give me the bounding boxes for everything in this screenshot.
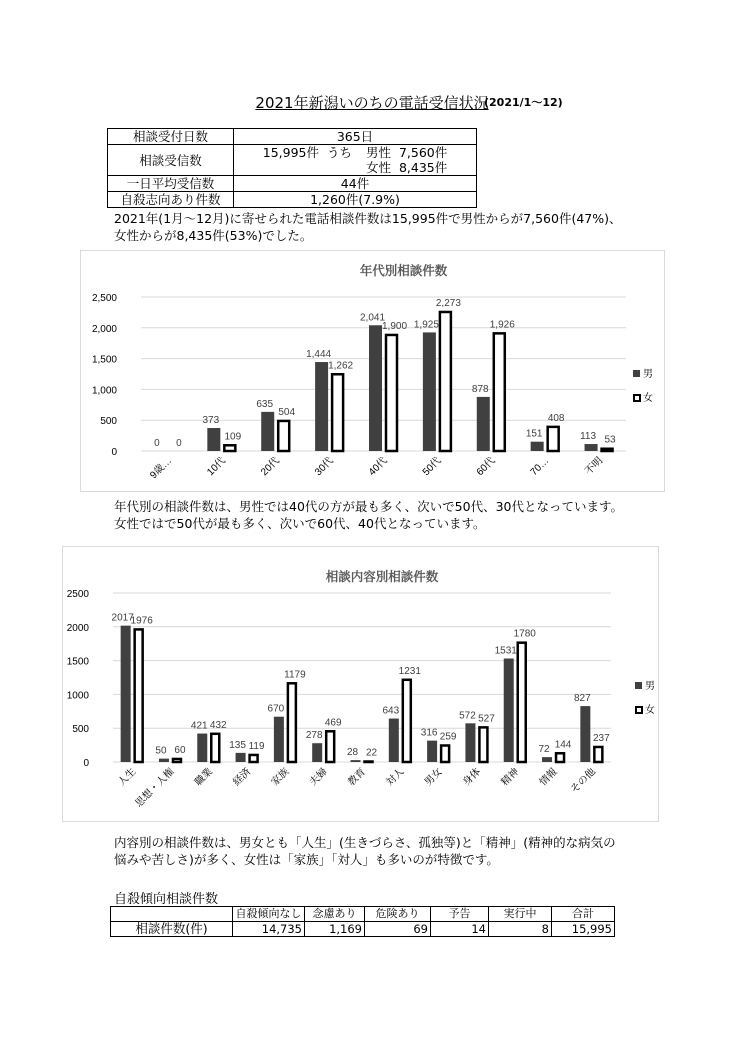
x-tick-label: 職業	[192, 766, 215, 789]
paragraph-age	[114, 498, 674, 532]
y-tick-label: 1,000	[91, 385, 117, 397]
page-title	[0, 92, 740, 113]
y-tick-label: 0	[111, 447, 117, 458]
data-label: 278	[305, 730, 323, 742]
bar-female	[211, 734, 219, 762]
data-label: 0	[154, 438, 160, 449]
data-label: 572	[459, 710, 476, 722]
summary-row-daily-avg	[108, 176, 477, 192]
legend-label: 男	[643, 369, 653, 380]
paragraph-line: 2021年(1月～12月)に寄せられた電話相談件数は15,995件で男性からが7,560件(47%)、	[114, 211, 622, 226]
bar-male	[477, 397, 490, 451]
summary-label: 一日平均受信数	[108, 176, 234, 192]
bar-female	[594, 747, 602, 762]
data-label: 113	[580, 431, 597, 443]
female-value: 8,435件	[398, 160, 448, 175]
bar-male	[274, 717, 284, 762]
bar-female	[548, 427, 559, 451]
data-label: 237	[593, 732, 610, 744]
data-label: 1,262	[328, 360, 354, 372]
data-label: 22	[365, 747, 378, 759]
x-tick-label: 9歳…	[148, 455, 175, 482]
suicide-header: 実行中	[489, 907, 552, 922]
bar-male	[531, 442, 544, 451]
legend-swatch-male	[633, 370, 640, 377]
y-tick-label: 500	[72, 724, 89, 736]
paragraph-content	[114, 834, 674, 868]
suicide-header: 危険あり	[365, 907, 431, 922]
x-tick-label: 50代	[420, 455, 444, 479]
bar-female	[288, 683, 296, 762]
x-tick-label: 20代	[259, 455, 282, 479]
age-chart-svg	[81, 251, 666, 493]
legend-label: 女	[643, 393, 653, 404]
male-label: 男性	[365, 145, 391, 160]
data-label: 1,926	[489, 319, 515, 331]
data-label: 316	[420, 727, 438, 739]
paragraph-overview	[114, 210, 674, 244]
summary-value: 44件	[234, 176, 477, 192]
content-chart-svg	[63, 547, 660, 823]
data-label: 50	[155, 745, 167, 757]
legend-swatch-female	[634, 395, 640, 401]
female-label: 女性	[365, 160, 391, 175]
data-label: 2,273	[435, 297, 461, 309]
data-label: 504	[278, 406, 296, 418]
data-label: 151	[525, 428, 543, 440]
summary-value: 1,260件(7.9%)	[234, 192, 477, 208]
bar-female	[135, 629, 143, 762]
bar-male	[542, 757, 552, 762]
bar-male	[315, 362, 328, 451]
data-label: 109	[224, 431, 242, 443]
suicide-header: 合計	[552, 907, 615, 922]
data-label: 827	[574, 693, 591, 705]
summary-table	[107, 128, 477, 208]
bar-male	[580, 706, 590, 762]
paragraph-line: 女性からが8,435件(53%)でした。	[114, 228, 313, 243]
male-value: 7,560件	[398, 145, 448, 160]
bar-female	[386, 335, 397, 451]
data-label: 1976	[130, 615, 153, 627]
x-tick-label: 10代	[205, 455, 228, 479]
calls-female	[366, 160, 447, 175]
summary-row-calls	[108, 145, 477, 176]
data-label: 1,900	[381, 320, 408, 332]
bar-male	[427, 741, 437, 762]
bar-male	[159, 759, 169, 762]
period-label: (2021/1～12)	[484, 96, 563, 109]
data-label: 878	[471, 383, 489, 395]
summary-label: 相談受信数	[108, 145, 234, 176]
calls-uchi: うち	[326, 145, 352, 160]
suicide-header: 自殺傾向なし	[233, 907, 305, 922]
calls-total-value: 15,995件	[262, 145, 319, 160]
data-label: 135	[229, 739, 246, 751]
x-tick-label: 70…	[528, 455, 552, 479]
bar-female	[326, 731, 334, 762]
y-tick-label: 1000	[66, 690, 89, 702]
calls-male	[366, 145, 447, 160]
suicide-data-row	[111, 922, 615, 937]
suicide-cell: 14	[431, 922, 489, 937]
data-label: 2017	[111, 612, 134, 624]
x-tick-label: 家族	[269, 766, 292, 789]
data-label: 53	[604, 434, 616, 446]
suicide-cell: 14,735	[233, 922, 305, 937]
bar-female	[440, 312, 451, 451]
bar-male	[236, 753, 246, 762]
suicide-header: 予告	[431, 907, 489, 922]
y-tick-label: 2,500	[91, 293, 117, 304]
data-label: 635	[256, 398, 274, 410]
bar-male	[465, 723, 475, 762]
content-chart	[62, 546, 659, 822]
bar-female	[403, 680, 411, 762]
summary-label: 相談受付日数	[108, 129, 234, 145]
data-label: 144	[554, 739, 572, 751]
bar-female	[494, 333, 505, 451]
data-label: 0	[176, 438, 182, 449]
suicide-cell: 69	[365, 922, 431, 937]
summary-label: 自殺志向あり件数	[108, 192, 234, 208]
data-label: 432	[209, 719, 227, 731]
x-tick-label: 30代	[313, 455, 336, 479]
x-tick-label: 対人	[384, 766, 407, 789]
y-tick-label: 2000	[66, 622, 89, 634]
legend-swatch-female	[636, 707, 642, 713]
suicide-header-row	[111, 907, 615, 922]
suicide-cell: 1,169	[305, 922, 365, 937]
paragraph-line: 内容別の相談件数は、男女とも「人生」(生きづらさ、孤独等)と「精神」(精神的な病気の	[114, 835, 616, 850]
page-title-text: 2021年新潟いのちの電話受信状況	[255, 94, 489, 112]
y-tick-label: 1,500	[91, 354, 117, 366]
data-label: 643	[382, 705, 400, 717]
calls-total	[263, 145, 352, 160]
data-label: 1231	[398, 665, 421, 677]
data-label: 60	[174, 744, 186, 756]
bar-male	[207, 428, 220, 451]
paragraph-line: 女性ではで50代が最も多く、次いで60代、40代となっています。	[114, 516, 486, 531]
suicide-section-title: 自殺傾向相談件数	[114, 892, 219, 907]
data-label: 469	[324, 717, 342, 729]
bar-male	[197, 734, 207, 762]
data-label: 1,925	[413, 319, 439, 331]
x-tick-label: 夫婦	[307, 766, 330, 789]
suicide-header: 念慮あり	[305, 907, 365, 922]
chart-title: 相談内容別相談件数	[325, 570, 439, 584]
data-label: 1,444	[306, 349, 332, 361]
calls-gender-breakdown	[366, 145, 447, 175]
bar-male	[423, 332, 436, 451]
summary-value-calls	[234, 145, 477, 176]
bar-male	[351, 760, 361, 762]
data-label: 1780	[513, 628, 536, 640]
bar-female	[250, 755, 258, 762]
bar-female	[518, 643, 526, 762]
data-label: 259	[439, 731, 457, 743]
bar-male	[504, 659, 514, 762]
paragraph-line: 悩みや苦しさ)が多く、女性は「家族」「対人」も多いのが特徴です。	[114, 852, 499, 867]
summary-value: 365日	[234, 129, 477, 145]
y-tick-label: 1500	[66, 656, 89, 668]
suicide-cell: 15,995	[552, 922, 615, 937]
summary-row-suicidal	[108, 192, 477, 208]
data-label: 408	[547, 412, 565, 424]
bar-male	[585, 444, 598, 451]
bar-female	[602, 449, 613, 451]
legend-label: 男	[645, 681, 655, 692]
y-tick-label: 2,000	[91, 323, 117, 335]
y-tick-label: 0	[83, 758, 89, 769]
data-label: 28	[346, 747, 359, 759]
suicide-table	[110, 906, 615, 937]
bar-male	[121, 626, 131, 762]
suicide-header-blank	[111, 907, 233, 922]
bar-female	[332, 374, 343, 451]
x-tick-label: 教育	[346, 766, 369, 789]
bar-female	[479, 727, 487, 762]
age-chart	[80, 250, 665, 492]
bar-male	[261, 412, 274, 451]
bar-male	[369, 325, 382, 451]
x-tick-label: 60代	[474, 455, 498, 479]
data-label: 2,041	[359, 312, 386, 324]
bar-female	[556, 753, 564, 762]
x-tick-label: 精神	[499, 766, 522, 789]
legend-swatch-male	[635, 682, 642, 689]
summary-row-days	[108, 129, 477, 145]
x-tick-label: 40代	[366, 455, 390, 479]
data-label: 670	[267, 703, 285, 715]
data-label: 1179	[284, 669, 306, 681]
x-tick-label: 身体	[461, 766, 484, 789]
data-label: 119	[248, 740, 265, 752]
suicide-cell: 8	[489, 922, 552, 937]
bar-female	[224, 445, 235, 451]
x-tick-label: 経済	[231, 766, 254, 789]
x-tick-label: 思想・人権	[133, 766, 177, 810]
x-tick-label: 男女	[422, 766, 445, 789]
data-label: 72	[538, 744, 550, 756]
y-tick-label: 2500	[66, 589, 89, 600]
x-tick-label: 情報	[537, 766, 560, 789]
bar-male	[389, 719, 399, 762]
suicide-row-label: 相談件数(件)	[111, 922, 233, 937]
x-tick-label: 人生	[116, 766, 139, 789]
x-tick-label: その他	[568, 766, 598, 796]
data-label: 1531	[494, 645, 517, 657]
bar-male	[312, 743, 322, 762]
chart-title: 年代別相談件数	[359, 264, 448, 278]
bar-female	[441, 745, 449, 762]
bar-female	[278, 421, 289, 451]
legend-label: 女	[645, 705, 655, 716]
bar-female	[173, 759, 181, 762]
data-label: 527	[478, 713, 495, 725]
y-tick-label: 500	[100, 416, 117, 428]
data-label: 421	[190, 720, 208, 732]
data-label: 373	[202, 415, 220, 427]
paragraph-line: 年代別の相談件数は、男性では40代の方が最も多く、次いで50代、30代となっています。	[114, 499, 623, 514]
x-tick-label: 不明	[583, 455, 606, 478]
